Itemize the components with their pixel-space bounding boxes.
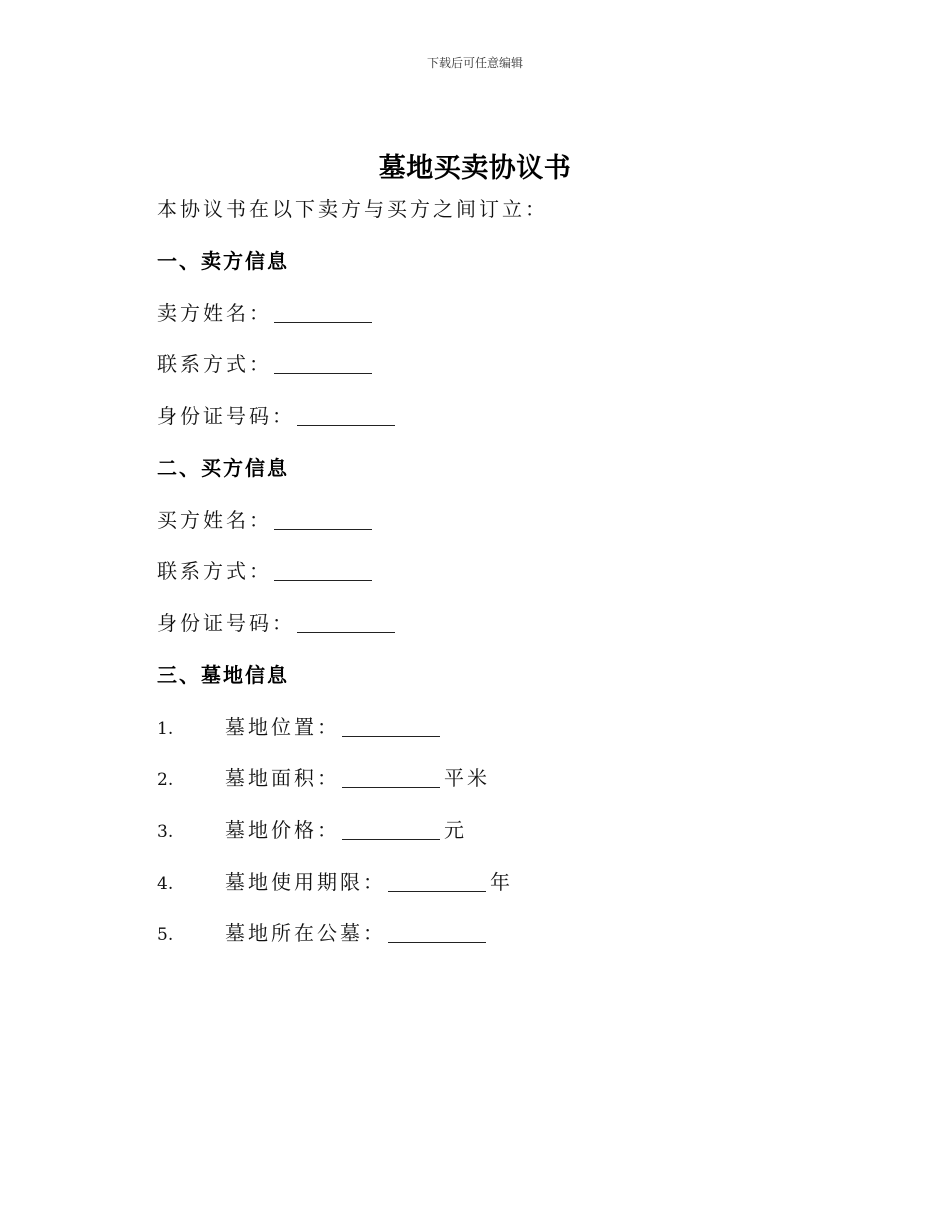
- cemetery-location-blank[interactable]: [342, 716, 440, 737]
- seller-id-label: 身份证号码：: [157, 404, 295, 428]
- seller-section-heading: 一、卖方信息: [157, 249, 289, 273]
- cemetery-section-heading: 三、墓地信息: [157, 663, 289, 687]
- item-number: 2.: [157, 770, 174, 790]
- seller-name-field: [157, 297, 376, 326]
- buyer-contact-label: 联系方式：: [157, 559, 272, 583]
- buyer-name-label: 买方姓名：: [157, 508, 272, 532]
- cemetery-location-label: 墓地位置：: [225, 715, 340, 739]
- buyer-name-field: [157, 504, 376, 533]
- buyer-section-heading: 二、买方信息: [157, 456, 289, 480]
- buyer-contact-blank[interactable]: [274, 560, 372, 581]
- cemetery-park-blank[interactable]: [388, 922, 486, 943]
- intro-text: 本协议书在以下卖方与买方之间订立：: [157, 197, 548, 221]
- buyer-id-blank[interactable]: [297, 612, 395, 633]
- header-note: 下载后可任意编辑: [426, 56, 523, 70]
- cemetery-term-unit: 年: [490, 870, 513, 894]
- cemetery-price-blank[interactable]: [342, 819, 440, 840]
- item-number: 3.: [157, 822, 174, 842]
- cemetery-price-field: [157, 814, 467, 843]
- cemetery-term-blank[interactable]: [388, 871, 486, 892]
- cemetery-location-field: [157, 711, 444, 740]
- cemetery-price-label: 墓地价格：: [225, 818, 340, 842]
- cemetery-area-label: 墓地面积：: [225, 766, 340, 790]
- item-number: 1.: [157, 719, 174, 739]
- cemetery-term-field: [157, 866, 513, 895]
- seller-name-label: 卖方姓名：: [157, 301, 272, 325]
- cemetery-area-unit: 平米: [444, 766, 490, 790]
- seller-contact-field: [157, 348, 376, 377]
- seller-contact-blank[interactable]: [274, 353, 372, 374]
- document-title: 墓地买卖协议书: [378, 153, 572, 184]
- buyer-id-label: 身份证号码：: [157, 611, 295, 635]
- cemetery-term-label: 墓地使用期限：: [225, 870, 386, 894]
- cemetery-area-field: [157, 762, 490, 791]
- buyer-contact-field: [157, 555, 376, 584]
- cemetery-park-label: 墓地所在公墓：: [225, 921, 386, 945]
- buyer-name-blank[interactable]: [274, 509, 372, 530]
- seller-name-blank[interactable]: [274, 302, 372, 323]
- seller-contact-label: 联系方式：: [157, 352, 272, 376]
- buyer-id-field: [157, 607, 399, 636]
- seller-id-blank[interactable]: [297, 405, 395, 426]
- cemetery-price-unit: 元: [444, 818, 467, 842]
- cemetery-area-blank[interactable]: [342, 767, 440, 788]
- item-number: 5.: [157, 925, 174, 945]
- cemetery-park-field: [157, 917, 490, 946]
- item-number: 4.: [157, 874, 174, 894]
- seller-id-field: [157, 400, 399, 429]
